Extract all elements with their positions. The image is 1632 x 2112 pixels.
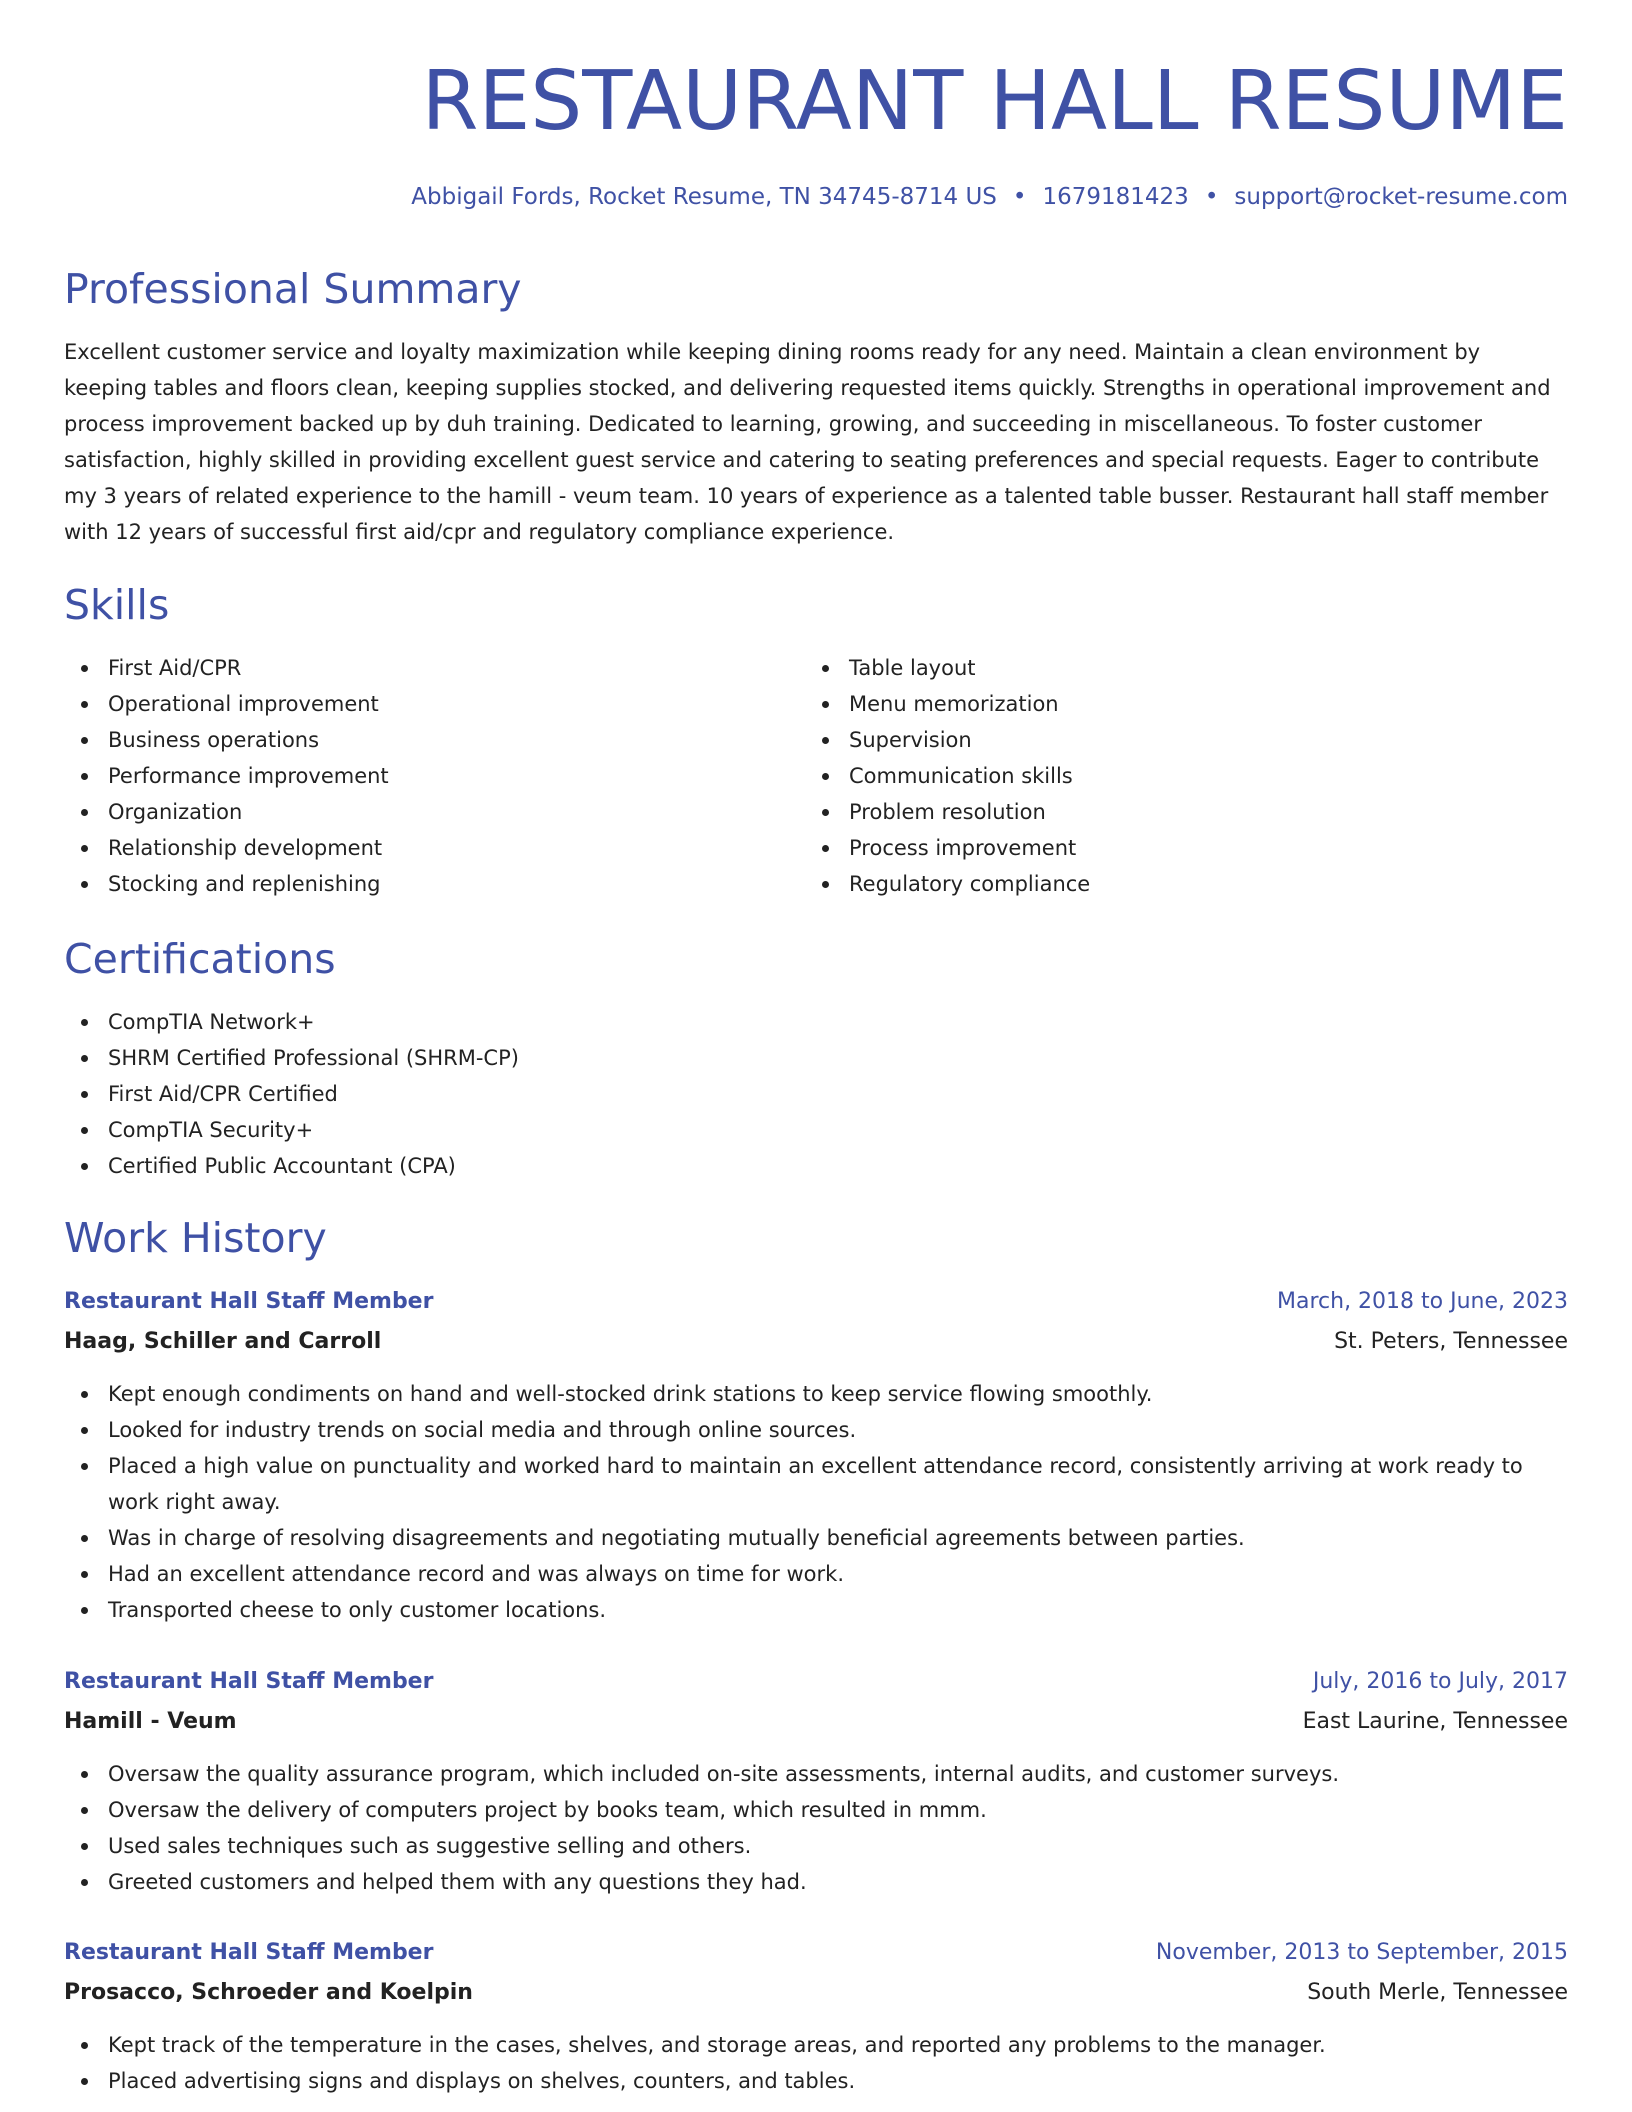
job-location: St. Peters, Tennessee: [1334, 1329, 1568, 1354]
skill-item: Communication skills: [805, 758, 1545, 794]
job-dates: July, 2016 to July, 2017: [1312, 1669, 1568, 1694]
job-bullet: Was in charge of resolving disagreements and negotiating mutually beneficial agreements between parties.: [64, 1520, 1568, 1556]
job-bullet: Placed a high value on punctuality and worked hard to maintain an excellent attendance record, consistently arriving at work ready to work right away.: [64, 1448, 1568, 1520]
skill-item: Business operations: [64, 722, 804, 758]
certification-item: CompTIA Network+: [64, 1004, 1568, 1040]
skill-item: Process improvement: [805, 830, 1545, 866]
job-bullet: Oversaw the quality assurance program, which included on-site assessments, internal audits, and customer surveys.: [64, 1756, 1568, 1792]
job-title: Restaurant Hall Staff Member: [64, 1940, 434, 1965]
skill-item: Regulatory compliance: [805, 866, 1545, 902]
work-history-heading: Work History: [64, 1214, 327, 1262]
skills-list-left: [64, 650, 804, 902]
job-bullet: Looked for industry trends on social media and through online sources.: [64, 1412, 1568, 1448]
certifications-list: [64, 1004, 1568, 1184]
resume-page: [64, 0, 1568, 2112]
job-bullets: [64, 2027, 1568, 2099]
job-location: South Merle, Tennessee: [1307, 1980, 1568, 2005]
contact-phone: 1679181423: [1042, 184, 1189, 210]
job-bullet: Kept track of the temperature in the cases, shelves, and storage areas, and reported any problems to the manager.: [64, 2027, 1568, 2063]
job-company: Haag, Schiller and Carroll: [64, 1329, 382, 1354]
contact-line: [411, 180, 1568, 214]
certification-item: CompTIA Security+: [64, 1112, 1568, 1148]
job-bullet: Used sales techniques such as suggestive selling and others.: [64, 1828, 1568, 1864]
job-title: Restaurant Hall Staff Member: [64, 1289, 434, 1314]
skill-item: Menu memorization: [805, 686, 1545, 722]
job-bullet: Placed advertising signs and displays on shelves, counters, and tables.: [64, 2063, 1568, 2099]
summary-heading: Professional Summary: [64, 265, 522, 313]
job-entry: [64, 1664, 1568, 1900]
certification-item: SHRM Certified Professional (SHRM-CP): [64, 1040, 1568, 1076]
job-location: East Laurine, Tennessee: [1302, 1709, 1568, 1734]
job-company: Hamill - Veum: [64, 1709, 237, 1734]
job-bullet: Oversaw the delivery of computers project by books team, which resulted in mmm.: [64, 1792, 1568, 1828]
contact-separator: •: [1012, 184, 1027, 210]
contact-address: Abbigail Fords, Rocket Resume, TN 34745-8714 US: [411, 184, 997, 210]
certification-item: Certified Public Accountant (CPA): [64, 1148, 1568, 1184]
job-bullet: Kept enough condiments on hand and well-stocked drink stations to keep service flowing smoothly.: [64, 1376, 1568, 1412]
job-bullet: Transported cheese to only customer locations.: [64, 1592, 1568, 1628]
skill-item: First Aid/CPR: [64, 650, 804, 686]
skill-item: Operational improvement: [64, 686, 804, 722]
skill-item: Problem resolution: [805, 794, 1545, 830]
job-bullets: [64, 1756, 1568, 1900]
skill-item: Relationship development: [64, 830, 804, 866]
job-entry: [64, 1935, 1568, 2099]
job-bullet: Greeted customers and helped them with any questions they had.: [64, 1864, 1568, 1900]
contact-separator: •: [1204, 184, 1219, 210]
job-dates: March, 2018 to June, 2023: [1277, 1289, 1568, 1314]
skill-item: Supervision: [805, 722, 1545, 758]
job-dates: November, 2013 to September, 2015: [1155, 1940, 1568, 1965]
skill-item: Stocking and replenishing: [64, 866, 804, 902]
skills-heading: Skills: [64, 581, 170, 629]
certifications-heading: Certifications: [64, 935, 336, 983]
skills-list-right: [805, 650, 1545, 902]
skill-item: Performance improvement: [64, 758, 804, 794]
job-title: Restaurant Hall Staff Member: [64, 1669, 434, 1694]
job-entry: [64, 1284, 1568, 1628]
skill-item: Organization: [64, 794, 804, 830]
resume-title: RESTAURANT HALL RESUME: [421, 54, 1568, 149]
summary-text: Excellent customer service and loyalty maximization while keeping dining rooms ready for any need. Maintain a clean environment by keeping tables and floors clean, keeping supplies stocked, and delivering requested items quickly. Strengths in operational improvement and process improvement backed up by duh training. Dedicated to learning, growing, and succeeding in miscellaneous. To foster customer satisfaction, highly skilled in providing excellent guest service and catering to seating preferences and special requests. Eager to contribute my 3 years of related experience to the hamill - veum team. 10 years of experience as a talented table busser. Restaurant hall staff member with 12 years of successful first aid/cpr and regulatory compliance experience.: [64, 340, 1551, 544]
job-bullet: Had an excellent attendance record and was always on time for work.: [64, 1556, 1568, 1592]
skill-item: Table layout: [805, 650, 1545, 686]
job-bullets: [64, 1376, 1568, 1628]
job-company: Prosacco, Schroeder and Koelpin: [64, 1980, 473, 2005]
certification-item: First Aid/CPR Certified: [64, 1076, 1568, 1112]
contact-email: support@rocket-resume.com: [1234, 184, 1568, 210]
